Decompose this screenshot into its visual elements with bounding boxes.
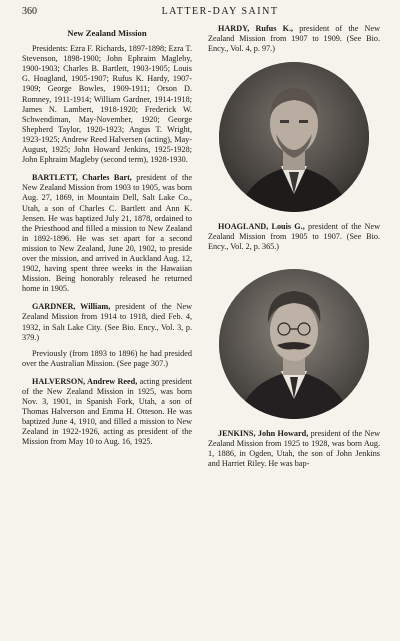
gardner-entry-continued: Previously (from 1893 to 1896) he had presided over the Australian Mission. (See page 307.)	[22, 348, 192, 368]
halverson-name: HALVERSON, Andrew Reed,	[32, 376, 138, 386]
halverson-text: acting president of the New Zealand Mission in 1925, was born Nov. 3, 1901, in Spanish Fork, Utah, a son of Thomas Halverson and Emma H. Otteson. He was baptized June 4, 1910, and filled a mission to New Zealand in 1922-1926, acting as president of the Mission from May 10 to Aug. 16, 1925.	[22, 376, 192, 447]
running-title: LATTER-DAY SAINT	[161, 6, 279, 17]
portrait-hardy	[219, 62, 369, 212]
portrait-hardy-image	[219, 62, 369, 212]
bartlett-text: president of the New Zealand Mission from 1903 to 1905, was born Aug. 27, 1869, in Mountain Dell, Salt Lake Co., Utah, a son of Charles C. Bartlett and Ann K. Jensen. He was baptized July 21, 1878, ordained to the Priesthood and filled a mission to New Zealand in 1892-1896. He was set apart for a second mission to New Zealand, June 20, 1902, to preside over the mission, and arrived in Auckland Aug. 12, 1902, having spent three weeks in the Hawaiian Mission. Being honorably released he returned home in 1905.	[22, 173, 192, 294]
page-number: 360	[22, 6, 37, 17]
hardy-text: president of the New Zealand Mission from 1907 to 1909. (See Bio. Ency., Vol. 4, p. 97.)	[208, 24, 380, 54]
hardy-entry	[208, 24, 380, 54]
page-header	[0, 0, 400, 22]
hardy-name: HARDY, Rufus K.,	[218, 24, 294, 33]
gardner-entry	[22, 302, 192, 342]
presidents-paragraph: Presidents: Ezra F. Richards, 1897-1898; Ezra T. Stevenson, 1898-1900; John Ephraim Magleby, 1900-1903; Charles B. Bartlett, 1903-1905; Louis G. Hoagland, 1905-1907; Rufus K. Hardy, 1907-1909; George Bowles, 1909-1911; Orson D. Romney, 1911-1914; William Gardner, 1914-1918; James N. Lambert, 1918-1920; Frederick W. Schwendiman, May-November, 1920; George Shepherd Taylor, 1920-1923; Angus T. Wright, 1923-1925; Andrew Reed Halversen (acting), May-August, 1925; John Howard Jenkins, 1925-1928; John Ephraim Magleby (second term), 1928-1930.	[22, 44, 192, 165]
bartlett-entry	[22, 173, 192, 294]
hoagland-name: HOAGLAND, Louis G.,	[218, 222, 305, 232]
section-title: New Zealand Mission	[67, 28, 147, 38]
gardner-text: president of the New Zealand Mission from 1914 to 1918, died Feb. 4, 1932, in Salt Lake City. (See Bio. Ency., Vol. 3, p. 379.)	[22, 302, 192, 342]
right-column	[208, 24, 380, 475]
jenkins-text: president of the New Zealand Mission from 1925 to 1928, was born Aug. 1, 1886, in Ogden, Utah, the son of John Jenkins and Harriet Riley. He was bap-	[208, 428, 380, 468]
jenkins-name: JENKINS, John Howard,	[218, 428, 309, 438]
jenkins-entry	[208, 429, 380, 469]
halverson-entry	[22, 377, 192, 448]
hoagland-text: president of the New Zealand Mission from 1905 to 1907. (See Bio. Ency., Vol. 2, p. 365.)	[208, 222, 380, 252]
bartlett-name: BARTLETT, Charles Bart,	[32, 173, 132, 183]
gardner-name: GARDNER, William,	[32, 302, 111, 312]
portrait-jenkins	[219, 269, 369, 419]
hoagland-entry	[208, 222, 380, 252]
portrait-jenkins-image	[219, 269, 369, 419]
left-column	[22, 24, 192, 454]
